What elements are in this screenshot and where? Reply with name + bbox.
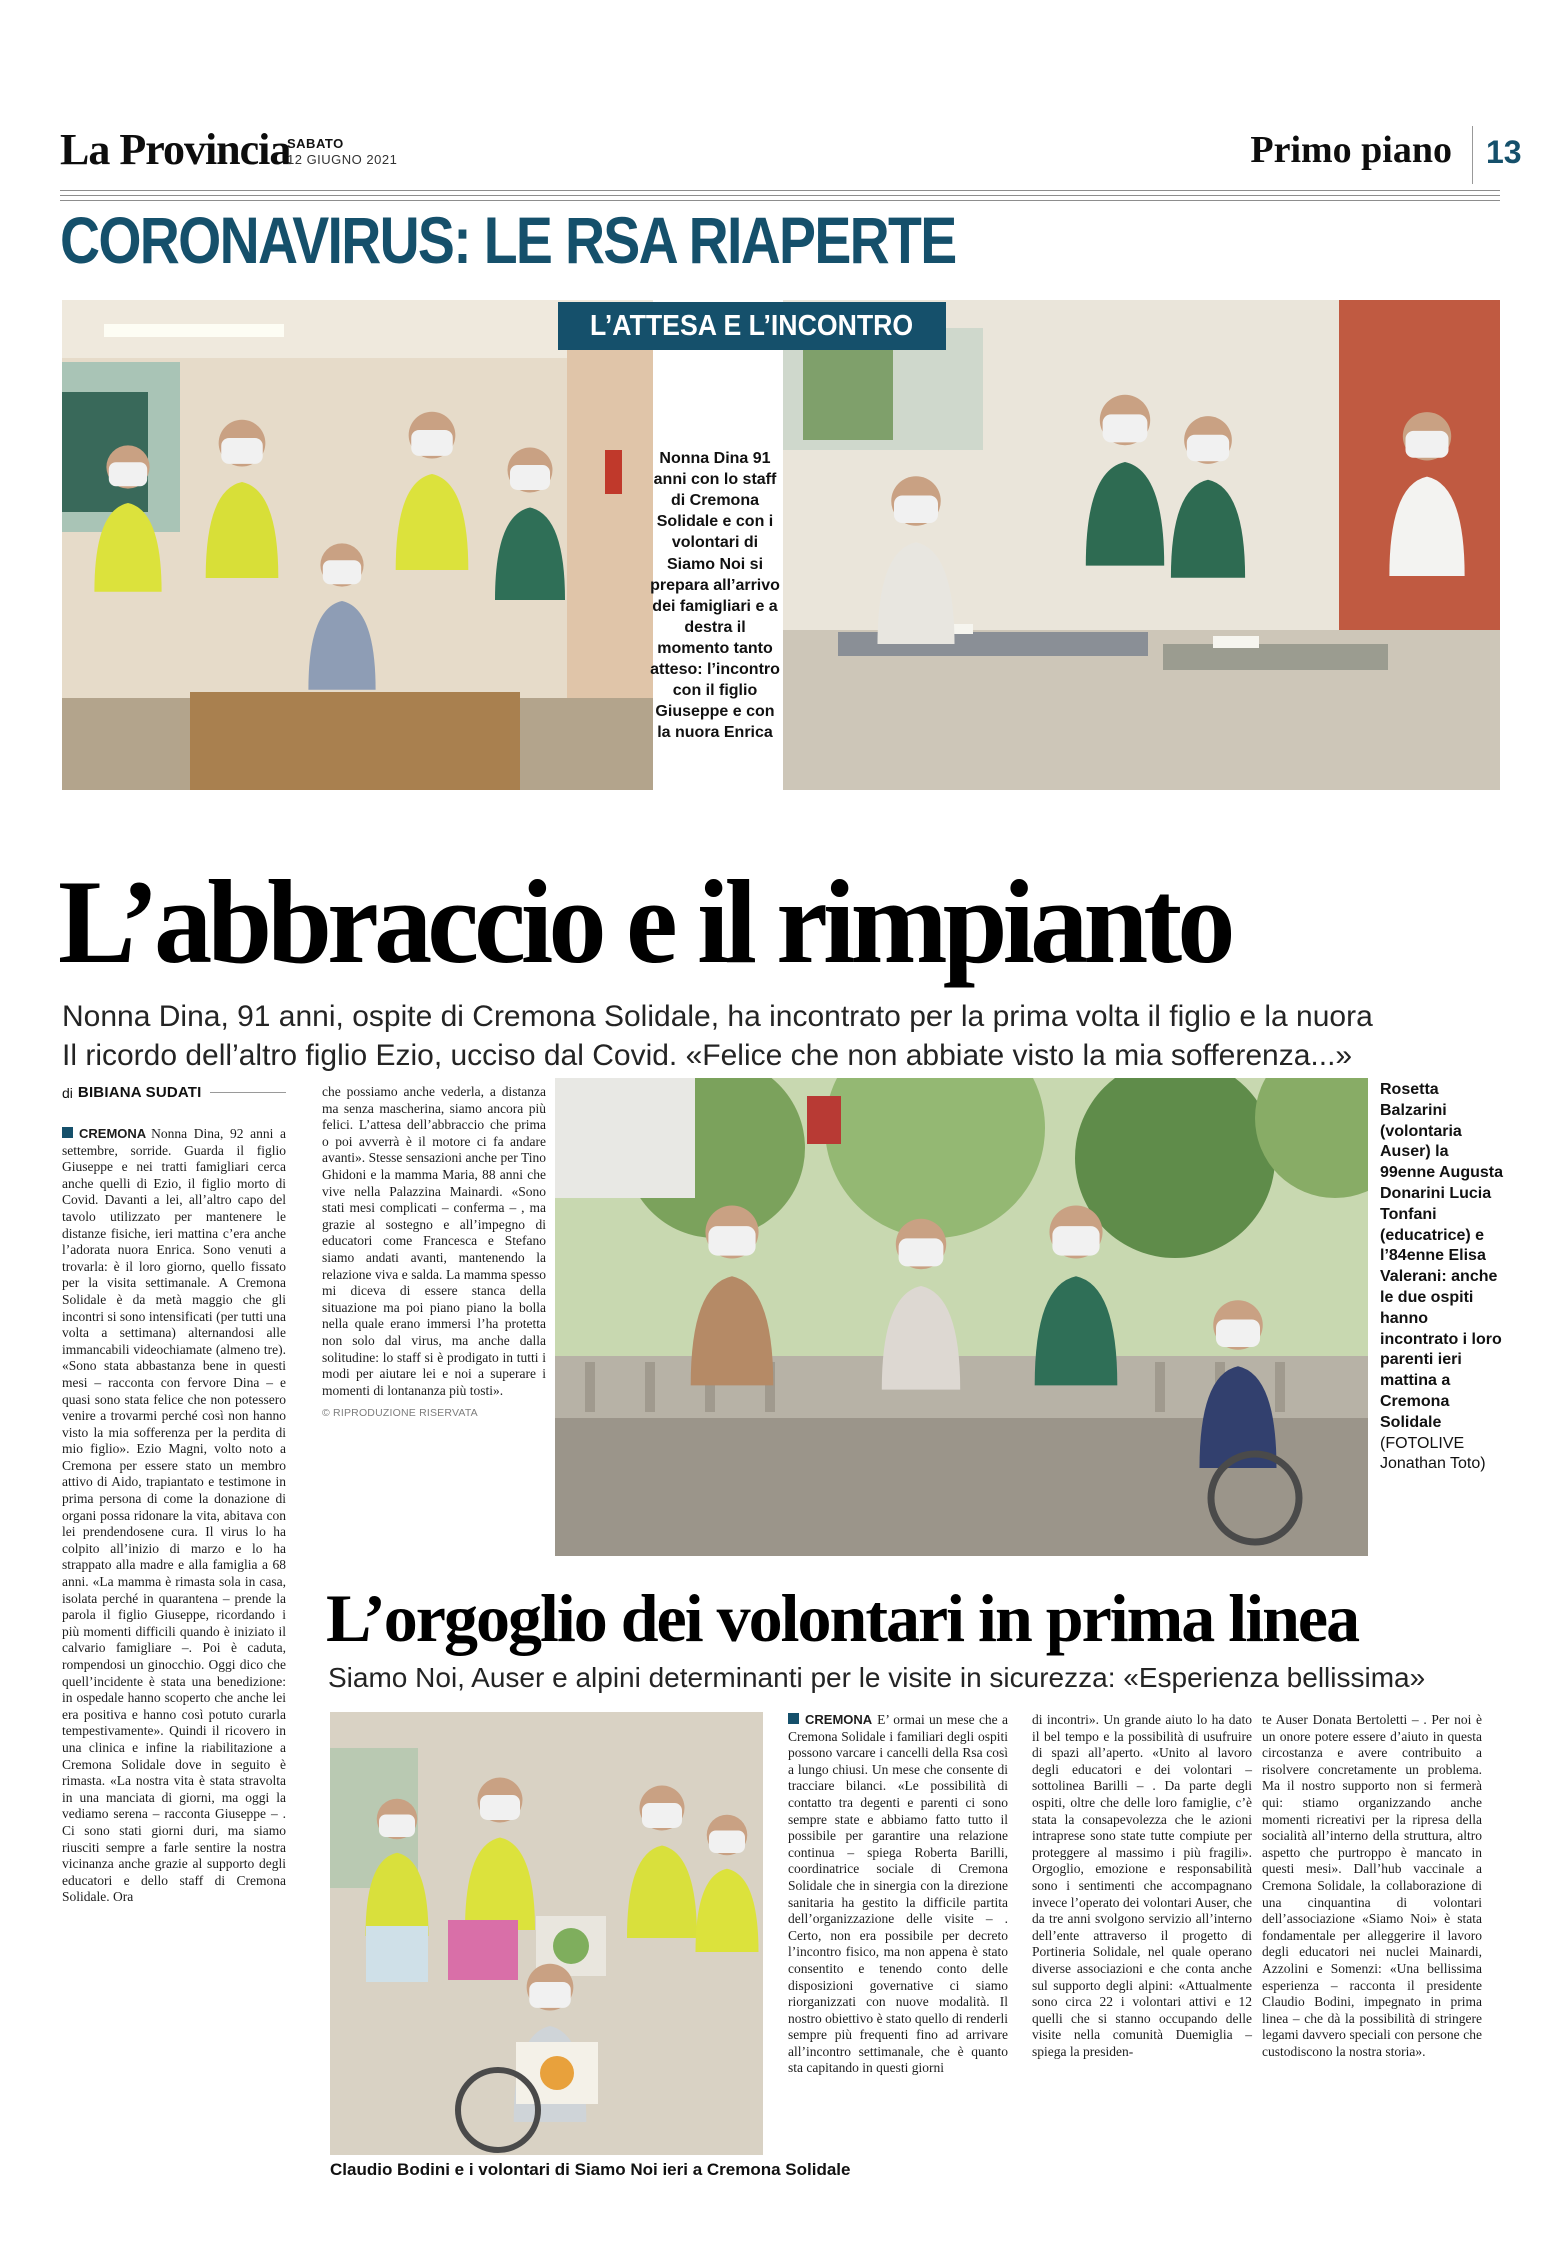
article2-headline: L’orgoglio dei volontari in prima linea [326,1580,1359,1656]
article2-column2 [1032,1712,1252,2060]
kicker-label: L’ATTESA E L’INCONTRO [590,309,914,342]
byline-author: BIBIANA SUDATI [77,1084,202,1101]
bottom-photo-caption: Claudio Bodini e i volontari di Siamo Noi ieri a Cremona Solidale [330,2160,851,2179]
article2-dateline: CREMONA [805,1712,873,1727]
section-title: Primo piano [1250,129,1452,171]
right-photo-caption [1380,1080,1504,1475]
banner-headline: CORONAVIRUS: LE RSA RIAPERTE [60,203,956,277]
dateline-square-icon [62,1127,73,1138]
article1-column2 [322,1084,546,1422]
article1-headline: L’abbraccio e il rimpianto [58,855,1231,988]
page-number: 13 [1486,134,1522,170]
article1-dateline: CREMONA [79,1126,147,1141]
masthead-logo: La Provincia [60,125,291,174]
article2-subhead: Siamo Noi, Auser e alpini determinanti per le visite in sicurezza: «Esperienza bellissima» [328,1662,1426,1693]
issue-day: SABATO [287,136,344,151]
article1-deck-line1: Nonna Dina, 91 anni, ospite di Cremona Solidale, ha incontrato per la prima volta il figlio e la nuora [62,1000,1373,1033]
top-photo-caption: Nonna Dina 91 anni con lo staff di Cremona Solidale e con i volontari di Siamo Noi si prepara all’arrivo dei famigliari e a destra il momento tanto atteso: l’incontro con il figlio Giuseppe e con la nuora Enrica [650,450,780,742]
byline-rule [210,1092,286,1093]
header-rule [60,190,1500,201]
article2-col3-text: te Auser Donata Bertoletti – . Per noi è un onore potere essere d’aiuto in questa circostanza e avere contribuito a risolvere concretamente un problema. Ma il nostro supporto non si fermerà qui: stiamo organizzando anche momenti ricreativi per la ripresa della socialità all’interno della struttura, altro aspetto che purtroppo è mancato in questi mesi». Dall’hub vaccinale a Cremona Solidale, la collaborazione di una cinquantina di volontari dell’associazione «Siamo Noi» è stata fondamentale per alleggerire il lavoro degli educatori nei nuclei Mainardi, Azzolini e Somenzi: «Una bellissima esperienza – racconta il presidente Claudio Bodini, impegnato in prima linea – che dà la possibilità di stringere legami davvero speciali con persone che custodiscono la nostra storia». [1262,1712,1482,2059]
header-divider [1472,126,1473,184]
kicker-band [558,302,946,350]
article2-col1-text: E’ ormai un mese che a Cremona Solidale i familiari degli ospiti possono varcare i cancelli della Rsa così a lungo chiusi. Un mese che consente di tracciare bilanci. «Le possibilità di contatto tra degenti e parenti ci sono sempre state e abbiamo fatto tutto il possibile per garantire una relazione continua – spiega Roberta Barilli, coordinatrice sociale di Cremona Solidale che in sinergia con la direzione sanitaria ha gestito la difficile partita dell’organizzazione delle visite – . Certo, non era possibile per decreto l’incontro fisico, ma non appena è stato consentito e tenendo conto delle disposizioni governative ci siamo riorganizzati con nuove modalità. Il nostro obiettivo è stato quello di renderli sempre più frequenti fino ad arrivare all’incontro settimanale, che è quanto sta capitando in questi giorni [788,1712,1008,2076]
article1-col1-text: Nonna Dina, 92 anni a settembre, sorride. Guarda il figlio Giuseppe e nei tratti famigliari cerca anche quelli di Ezio, il figlio morto di Covid. Davanti a lei, all’altro capo del tavolo utilizzato per mantenere le distanze fisiche, ieri mattina c’era anche l’adorata nuora Enrica. Sono venuti a trovarla: è il loro giorno, quello fissato per la visita settimanale. A Cremona Solidale è da metà maggio che gli incontri si sono intensificati (per tutti una volta a settimana) alternandosi alle immancabili videochiamate (almeno tre). «Sono stata abbastanza bene in questi mesi – racconta con fervore Dina – e quasi sono stata felice che non potessero venire a trovarmi perché così non hanno visto la mia sofferenza per la perdita di mio figlio». Ezio Magni, volto noto a Cremona per essere stato un membro attivo di Aido, trapiantato e testimone in prima persona di come la donazione di organi possa ridonare la vita, abitava con lei prendendosene cura. Il virus lo ha colpito all’inizio di marzo e lo ha strappato alla madre e alla famiglia a 68 anni. «La mamma è rimasta sola in casa, isolata perché in quarantena – prende la parola il figlio Giuseppe, ricordando i più momenti difficili quando è iniziato il calvario famigliare –. Poi è caduta, rompendosi un ginocchio. Oggi dico che quell’incidente è stata una benedizione: in ospedale hanno scoperto che anche lei era positiva e hanno così potuto curarla tempestivamente». Quindi il ricovero in una clinica e infine la riabilitazione a Cremona Solidale dove in seguito è rimasta. «La nostra vita è stata stravolta in una manciata di giorni, ma oggi la vediamo serena – racconta Giuseppe – . Ci sono stati giorni duri, ma siamo riusciti sempre a farle sentire la nostra vicinanza anche grazie al supporto degli educatori e dello staff di Cremona Solidale. Ora [62,1126,286,1905]
photo-top-right [783,300,1500,790]
article1-deck-line2: Il ricordo dell’altro figlio Ezio, ucciso dal Covid. «Felice che non abbiate visto la mia sofferenza...» [62,1039,1353,1072]
article2-col2-text: di incontri». Un grande aiuto lo ha dato il bel tempo e la possibilità di usufruire di spazi all’aperto. «Unito al lavoro degli educatori e dei volontari – sottolinea Barilli – . Da parte degli ospiti, oltre che delle loro famiglie, c’è stata la consapevolezza che le azioni intraprese sono state tutte compiute per proteggere al massimo i più fragili». Orgoglio, emozione e responsabilità sono i sentimenti che accompagnano invece l’operato dei volontari Auser, che da tre anni svolgono servizio all’interno dell’ente attraverso il progetto di Portineria Solidale, nel quale operano diverse associazioni e che conta anche sul supporto degli alpini: «Attualmente sono circa 22 i volontari attivi e 12 quelli che si stanno occupando delle visite nella comunità Duemiglia – spiega la presiden- [1032,1712,1252,2059]
dateline-square-icon [788,1713,799,1724]
article1-byline [62,1084,286,1101]
byline-prefix: di [62,1084,73,1101]
article2-column1 [788,1712,1008,2077]
article1-col2-text: che possiamo anche vederla, a distanza ma senza mascherina, siamo ancora più felici. L’attesa dell’abbraccio che prima o poi avverrà è il motore ci fa andare avanti». Stesse sensazioni anche per Tino Ghidoni e la mamma Maria, 88 anni che vive nella Palazzina Mainardi. «Sono stati mesi complicati – conferma – , ma grazie al sostegno e all’impegno di educatori come Francesca e Stefano siamo andati avanti, mantenendo la relazione viva e salda. La mamma spesso mi diceva di essere stanca della situazione ma poi piano piano la bolla nella quale erano immersi l’ha protetta non solo dal virus, ma anche dalla solitudine: lo staff si è prodigato in tutti i modi per aiutare lei e noi a superare i momenti di lontananza più tosti». [322,1084,546,1398]
photo-bottom [330,1712,763,2155]
issue-date-block [287,136,397,169]
right-caption-names: Rosetta Balzarini (volontaria Auser) la 99enne Augusta Donarini Lucia Tonfani (educatrice) e l’84enne Elisa Valerani: anche le due ospiti hanno incontrato i loro parenti ieri mattina a Cremona Solidale [1380,1081,1503,1431]
article2-column3 [1262,1712,1482,2060]
article1-column1 [62,1126,286,1906]
photo-middle [555,1078,1368,1556]
copyright-notice: © RIPRODUZIONE RISERVATA [322,1407,478,1420]
issue-date: 12 GIUGNO 2021 [287,152,398,168]
right-caption-credit: (FOTOLIVE Jonathan Toto) [1380,1434,1486,1473]
photo-top-left [62,300,653,790]
